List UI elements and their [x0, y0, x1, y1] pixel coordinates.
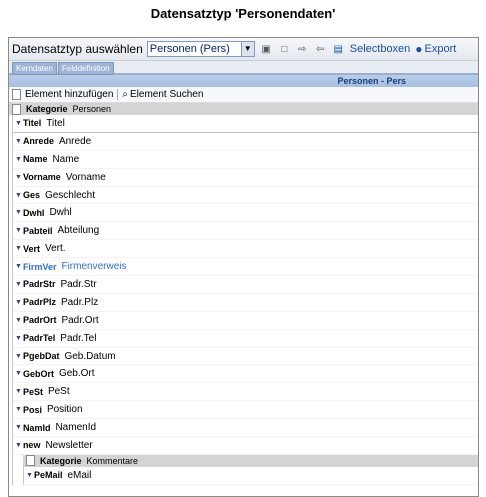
- field-key: Vorname: [22, 172, 61, 183]
- field-key: PadrTel: [22, 333, 56, 344]
- category-header-kommentare[interactable]: [23, 455, 478, 467]
- field-row[interactable]: [13, 437, 478, 455]
- expand-triangle-icon[interactable]: ▼: [15, 370, 22, 378]
- tab-felddefinition[interactable]: Felddefinition: [58, 62, 114, 75]
- field-label: Name: [52, 153, 80, 165]
- expand-triangle-icon[interactable]: ▼: [15, 173, 22, 181]
- field-label: Vert.: [44, 243, 66, 255]
- expand-triangle-icon[interactable]: ▼: [26, 471, 33, 479]
- expand-triangle-icon[interactable]: ▼: [15, 280, 22, 288]
- field-row[interactable]: [13, 151, 478, 169]
- field-key: PadrOrt: [22, 315, 57, 326]
- field-label: NamenId: [55, 422, 97, 434]
- field-key: Anrede: [22, 136, 54, 147]
- field-label: Vorname: [65, 171, 106, 183]
- field-key: Vert: [22, 243, 40, 254]
- list-icon[interactable]: ▤: [333, 43, 343, 55]
- field-row[interactable]: [13, 240, 478, 258]
- new-document-icon[interactable]: □: [281, 43, 288, 55]
- field-key: Pabteil: [22, 225, 53, 236]
- expand-triangle-icon[interactable]: ▼: [15, 441, 22, 449]
- chevron-down-icon[interactable]: ▼: [241, 42, 254, 56]
- field-label: Titel: [46, 117, 65, 129]
- expand-triangle-icon[interactable]: ▼: [15, 388, 22, 396]
- field-label: PeSt: [47, 386, 70, 398]
- expand-triangle-icon[interactable]: ▼: [15, 298, 22, 306]
- field-label: Abteilung: [57, 225, 100, 237]
- category-key: Kategorie: [40, 455, 82, 466]
- field-row[interactable]: [13, 187, 478, 205]
- field-row[interactable]: [13, 133, 478, 151]
- expand-triangle-icon[interactable]: ▼: [15, 191, 22, 199]
- record-type-select-value: Personen (Pers): [149, 43, 230, 55]
- field-label: Position: [46, 404, 83, 416]
- field-row[interactable]: [13, 276, 478, 294]
- expand-triangle-icon[interactable]: ▼: [15, 245, 22, 253]
- expand-triangle-icon[interactable]: ▼: [15, 263, 22, 271]
- field-label: Geschlecht: [44, 189, 95, 201]
- export-label: Export: [424, 43, 457, 55]
- field-key: PadrPlz: [22, 297, 56, 308]
- field-key: PadrStr: [22, 279, 56, 290]
- field-row[interactable]: [13, 348, 478, 366]
- field-key: FirmVer: [22, 261, 57, 272]
- field-row-link[interactable]: [13, 258, 478, 276]
- tab-kerndaten[interactable]: Kerndaten: [12, 62, 57, 75]
- action-bar: [9, 87, 478, 103]
- page-title: Datensatztyp 'Personendaten': [150, 6, 336, 21]
- expand-triangle-icon[interactable]: ▼: [15, 352, 22, 360]
- field-label: Newsletter: [45, 439, 93, 451]
- record-type-select-label: Datensatztyp auswählen: [12, 42, 143, 56]
- field-key: Titel: [22, 118, 42, 129]
- field-row[interactable]: [23, 467, 478, 485]
- selectboxes-label: Selectboxen: [349, 43, 411, 55]
- field-row[interactable]: [13, 294, 478, 312]
- field-key: PeMail: [33, 470, 63, 481]
- forward-icon[interactable]: ⇨: [298, 43, 307, 55]
- field-label: Padr.Tel: [60, 332, 97, 344]
- field-key: PgebDat: [22, 351, 60, 362]
- globe-icon: ●: [415, 42, 423, 56]
- toolbar: [9, 38, 478, 61]
- category-value: Personen: [72, 104, 112, 114]
- field-key: Ges: [22, 190, 40, 200]
- field-key: new: [22, 440, 41, 451]
- field-key: Dwhl: [22, 207, 45, 218]
- expand-triangle-icon[interactable]: ▼: [15, 334, 22, 342]
- expand-triangle-icon[interactable]: ▼: [15, 137, 22, 145]
- field-key: Posi: [22, 404, 42, 415]
- back-icon[interactable]: ⇦: [316, 43, 325, 55]
- field-label: Padr.Str: [60, 278, 97, 290]
- field-row[interactable]: [13, 365, 478, 383]
- editor-panel: [8, 37, 479, 497]
- field-label: Padr.Ort: [61, 314, 99, 326]
- category-value: Kommentare: [86, 455, 139, 466]
- field-row[interactable]: [13, 330, 478, 348]
- category-header-personen[interactable]: [9, 103, 478, 115]
- field-row[interactable]: [13, 115, 478, 133]
- field-label: Firmenverweis: [61, 261, 127, 273]
- expand-triangle-icon[interactable]: ▼: [15, 424, 22, 432]
- field-key: GebOrt: [22, 368, 54, 379]
- selectboxes-button[interactable]: [350, 43, 411, 55]
- category-key: Kategorie: [26, 104, 68, 114]
- search-icon: ⌕: [122, 89, 129, 100]
- divider: [117, 89, 118, 100]
- field-label: Dwhl: [49, 207, 72, 219]
- field-key: NamId: [22, 422, 51, 433]
- add-element-label: Element hinzufügen: [25, 89, 114, 100]
- field-list: [12, 115, 478, 485]
- document-icon: [12, 104, 21, 115]
- save-icon[interactable]: ▣: [261, 43, 271, 55]
- field-row[interactable]: [13, 204, 478, 222]
- add-element-button[interactable]: [12, 89, 113, 100]
- expand-triangle-icon[interactable]: ▼: [15, 155, 22, 163]
- field-key: PeSt: [22, 386, 43, 397]
- search-element-label: Element Suchen: [130, 89, 204, 100]
- tab-bar: [9, 61, 478, 75]
- expand-triangle-icon[interactable]: ▼: [15, 119, 22, 127]
- document-icon: [26, 455, 35, 466]
- expand-triangle-icon[interactable]: ▼: [15, 406, 22, 414]
- field-label: Geb.Datum: [64, 350, 116, 362]
- record-band: Personen - Pers: [9, 75, 478, 87]
- field-row[interactable]: [13, 419, 478, 437]
- expand-triangle-icon[interactable]: ▼: [15, 209, 22, 217]
- document-icon: [12, 89, 21, 100]
- field-key: Name: [22, 154, 48, 165]
- field-row[interactable]: [13, 383, 478, 401]
- field-label: Geb.Ort: [58, 368, 95, 380]
- record-type-select[interactable]: [147, 41, 255, 57]
- expand-triangle-icon[interactable]: ▼: [15, 316, 22, 324]
- search-element-button[interactable]: [122, 89, 203, 100]
- field-label: Padr.Plz: [60, 296, 99, 308]
- export-button[interactable]: [415, 42, 456, 56]
- field-row[interactable]: [13, 169, 478, 187]
- field-label: Anrede: [58, 135, 92, 147]
- field-row[interactable]: [13, 401, 478, 419]
- expand-triangle-icon[interactable]: ▼: [15, 227, 22, 235]
- field-row[interactable]: [13, 312, 478, 330]
- field-label: eMail: [67, 469, 92, 481]
- field-row[interactable]: [13, 222, 478, 240]
